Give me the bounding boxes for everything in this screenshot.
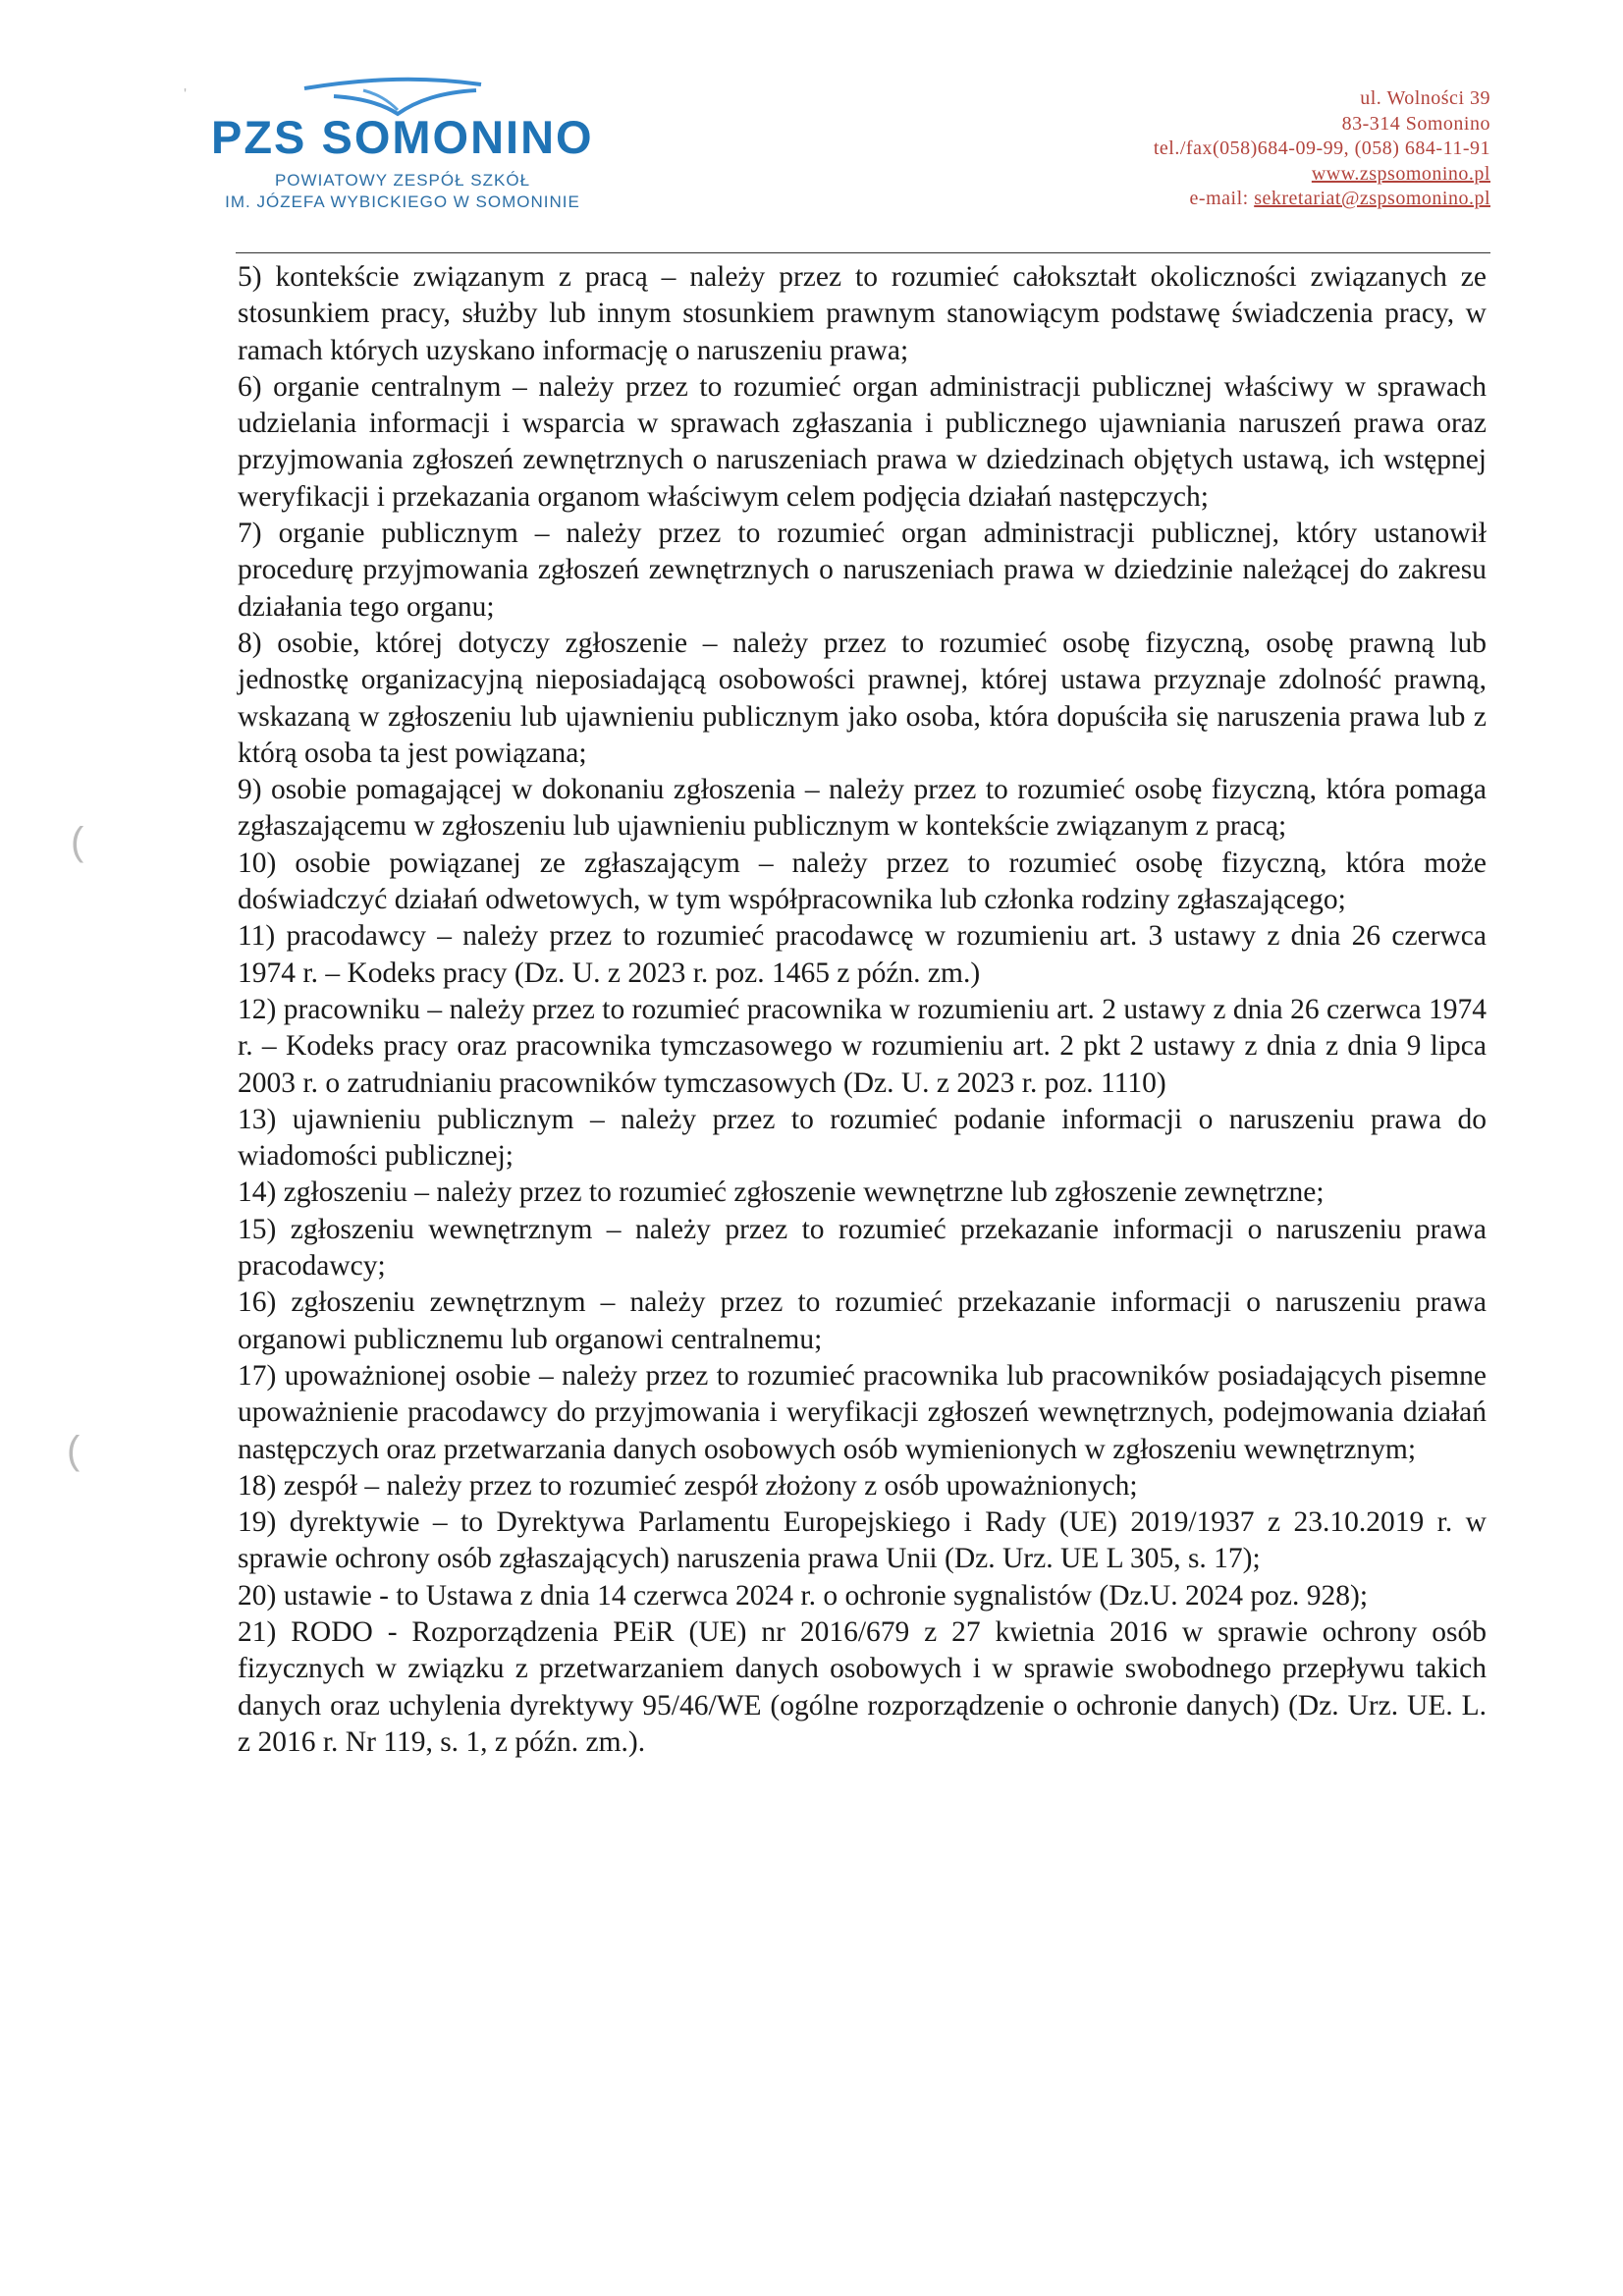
scan-mark: '	[184, 86, 188, 103]
contact-street: ul. Wolności 39	[1360, 87, 1490, 109]
definition-item: 21) RODO - Rozporządzenia PEiR (UE) nr 2016/679 z 27 kwietnia 2016 w sprawie ochrony osób fizycznych w związku z przetwarzaniem danych osobowych i w sprawie swobodnego przepływu takich danych oraz uchylenia dyrektywy 95/46/WE (ogólne rozporządzenie o ochronie danych) (Dz. Urz. UE. L. z 2016 r. Nr 119, s. 1, z późn. zm.).	[238, 1615, 1487, 1758]
definition-item: 5) kontekście związanym z pracą – należy przez to rozumieć całokształt okoliczności związanych ze stosunkiem pracy, służby lub innym stosunkiem prawnym stanowiącym podstawę świadczenia pracy, w ramach których uzyskano informację o naruszeniu prawa;	[238, 261, 1487, 366]
binder-hole-mark: (	[71, 820, 84, 863]
website-link[interactable]: www.zspsomonino.pl	[1311, 162, 1490, 185]
definition-item: 9) osobie pomagającej w dokonaniu zgłoszenia – należy przez to rozumieć osobę fizyczną, która pomaga zgłaszającemu w zgłoszeniu lub ujawnieniu publicznym w kontekście związanym z pracą;	[238, 774, 1487, 843]
school-subtitle-2: IM. JÓZEFA WYBICKIEGO W SOMONINIE	[225, 192, 580, 211]
definition-item: 6) organie centralnym – należy przez to rozumieć organ administracji publicznej właściwy w sprawach udzielania informacji i wsparcia w sprawach zgłaszania i publicznego ujawniania naruszeń prawa oraz przyjmowania zgłoszeń zewnętrznych o naruszeniach prawa w dziedzinach objętych ustawą, ich wstępnej weryfikacji i przekazania organom właściwym celem podjęcia działań następczych;	[238, 370, 1487, 513]
definition-item: 15) zgłoszeniu wewnętrznym – należy przez to rozumieć przekazanie informacji o naruszeniu prawa pracodawcy;	[238, 1213, 1487, 1283]
definition-item: 8) osobie, której dotyczy zgłoszenie – należy przez to rozumieć osobę fizyczną, osobę prawną lub jednostkę organizacyjną nieposiadającą osobowości prawnej, której ustawa przyznaje zdolność prawną, wskazaną w zgłoszeniu lub ujawnieniu publicznym jako osoba, która dopuściła się naruszenia prawa lub z którą osoba ta jest powiązana;	[238, 627, 1487, 769]
definition-item: 12) pracowniku – należy przez to rozumieć pracownika w rozumieniu art. 2 ustawy z dnia 26 czerwca 1974 r. – Kodeks pracy oraz pracownika tymczasowego w rozumieniu art. 2 pkt 2 ustawy z dnia z dnia 9 lipca 2003 r. o zatrudnianiu pracowników tymczasowych (Dz. U. z 2023 r. poz. 1110)	[238, 993, 1487, 1099]
definition-item: 20) ustawie - to Ustawa z dnia 14 czerwca 2024 r. o ochronie sygnalistów (Dz.U. 2024 poz. 928);	[238, 1579, 1369, 1612]
definition-item: 14) zgłoszeniu – należy przez to rozumieć zgłoszenie wewnętrzne lub zgłoszenie zewnętrzne;	[238, 1176, 1325, 1209]
school-logo	[191, 71, 623, 218]
contact-block	[941, 86, 1490, 212]
definition-item: 18) zespół – należy przez to rozumieć zespół złożony z osób upoważnionych;	[238, 1469, 1138, 1502]
email-label: e-mail:	[1189, 188, 1255, 209]
definition-item: 10) osobie powiązanej ze zgłaszającym – należy przez to rozumieć osobę fizyczną, która może doświadczyć działań odwetowych, w tym współpracownika lub członka rodziny zgłaszającego;	[238, 847, 1487, 916]
contact-city: 83-314 Somonino	[1341, 112, 1490, 135]
school-name: PZS SOMONINO	[211, 111, 594, 163]
school-subtitle-1: POWIATOWY ZESPÓŁ SZKÓŁ	[274, 171, 531, 190]
definition-item: 7) organie publicznym – należy przez to rozumieć organ administracji publicznej, który ustanowił procedurę przyjmowania zgłoszeń zewnętrznych o naruszeniach prawa w dziedzinie należącej do zakresu działania tego organu;	[238, 518, 1487, 623]
email-link[interactable]: sekretariat@zspsomonino.pl	[1254, 188, 1490, 209]
definition-item: 11) pracodawcy – należy przez to rozumieć pracodawcę w rozumieniu art. 3 ustawy z dnia 26 czerwca 1974 r. – Kodeks pracy (Dz. U. z 2023 r. poz. 1465 z późn. zm.)	[238, 920, 1487, 989]
definitions-list	[238, 259, 1487, 1761]
definition-item: 19) dyrektywie – to Dyrektywa Parlamentu Europejskiego i Rady (UE) 2019/1937 z 23.10.2019 r. w sprawie ochrony osób zgłaszających) naruszenia prawa Unii (Dz. Urz. UE L 305, s. 17);	[238, 1506, 1487, 1575]
definition-item: 16) zgłoszeniu zewnętrznym – należy przez to rozumieć przekazanie informacji o naruszeniu prawa organowi publicznemu lub organowi centralnemu;	[238, 1286, 1487, 1355]
contact-phone: tel./fax(058)684-09-99, (058) 684-11-91	[1153, 137, 1490, 159]
definition-item: 17) upoważnionej osobie – należy przez to rozumieć pracownika lub pracowników posiadających pisemne upoważnienie pracodawcy do przyjmowania i weryfikacji zgłoszeń wewnętrznych, podejmowania działań następczych oraz przetwarzania danych osobowych osób wymienionych w zgłoszeniu wewnętrznym;	[238, 1359, 1487, 1465]
binder-hole-mark: (	[67, 1429, 81, 1472]
header-divider	[236, 252, 1490, 253]
definition-item: 13) ujawnieniu publicznym – należy przez to rozumieć podanie informacji o naruszeniu prawa do wiadomości publicznej;	[238, 1103, 1487, 1173]
